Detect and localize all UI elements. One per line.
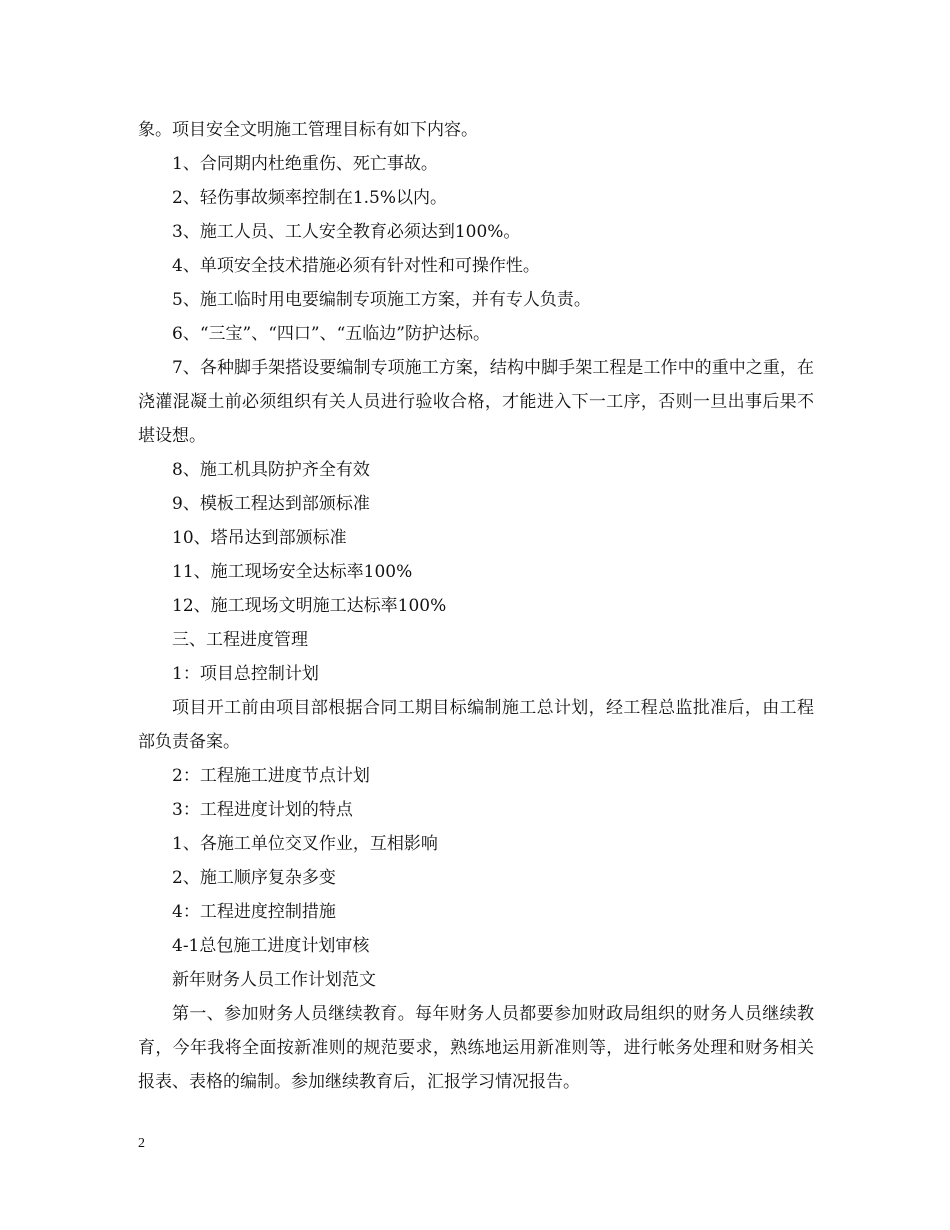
paragraph: 1：项目总控制计划	[172, 664, 319, 684]
paragraph: 项目开工前由项目部根据合同工期目标编制施工总计划，经工程总监批准后，由工程部负责备案。	[138, 698, 814, 752]
paragraph: 5、施工临时用电要编制专项施工方案，并有专人负责。	[172, 290, 591, 310]
paragraph: 1、各施工单位交叉作业，互相影响	[172, 834, 438, 854]
paragraph: 2、轻伤事故频率控制在1.5%以内。	[172, 188, 448, 208]
paragraph: 7、各种脚手架搭设要编制专项施工方案，结构中脚手架工程是工作中的重中之重，在浇灌混凝土前必须组织有关人员进行验收合格，才能进入下一工序，否则一旦出事后果不堪设想。	[138, 358, 814, 446]
paragraph: 6、“三宝”、“四口”、“五临边”防护达标。	[172, 324, 490, 344]
paragraph: 10、塔吊达到部颁标准	[172, 528, 347, 548]
paragraph: 三、工程进度管理	[172, 630, 308, 650]
paragraph: 4：工程进度控制措施	[172, 902, 336, 922]
page-number: 2	[138, 1136, 145, 1151]
paragraph: 1、合同期内杜绝重伤、死亡事故。	[172, 154, 438, 174]
paragraph: 象。项目安全文明施工管理目标有如下内容。	[138, 120, 478, 140]
paragraph: 12、施工现场文明施工达标率100%	[172, 596, 447, 616]
document-body	[138, 113, 814, 1099]
paragraph: 2：工程施工进度节点计划	[172, 766, 370, 786]
paragraph: 9、模板工程达到部颁标准	[172, 494, 370, 514]
paragraph: 4、单项安全技术措施必须有针对性和可操作性。	[172, 256, 540, 276]
paragraph: 11、施工现场安全达标率100%	[172, 562, 413, 582]
paragraph: 3、施工人员、工人安全教育必须达到100%。	[172, 222, 521, 242]
paragraph: 8、施工机具防护齐全有效	[172, 460, 370, 480]
paragraph: 新年财务人员工作计划范文	[172, 970, 376, 990]
paragraph: 第一、参加财务人员继续教育。每年财务人员都要参加财政局组织的财务人员继续教育，今年我将全面按新准则的规范要求，熟练地运用新准则等，进行帐务处理和财务相关报表、表格的编制。参加继续教育后，汇报学习情况报告。	[138, 1004, 814, 1092]
paragraph: 2、施工顺序复杂多变	[172, 868, 336, 888]
paragraph: 3：工程进度计划的特点	[172, 800, 353, 820]
paragraph: 4-1总包施工进度计划审核	[172, 936, 370, 956]
